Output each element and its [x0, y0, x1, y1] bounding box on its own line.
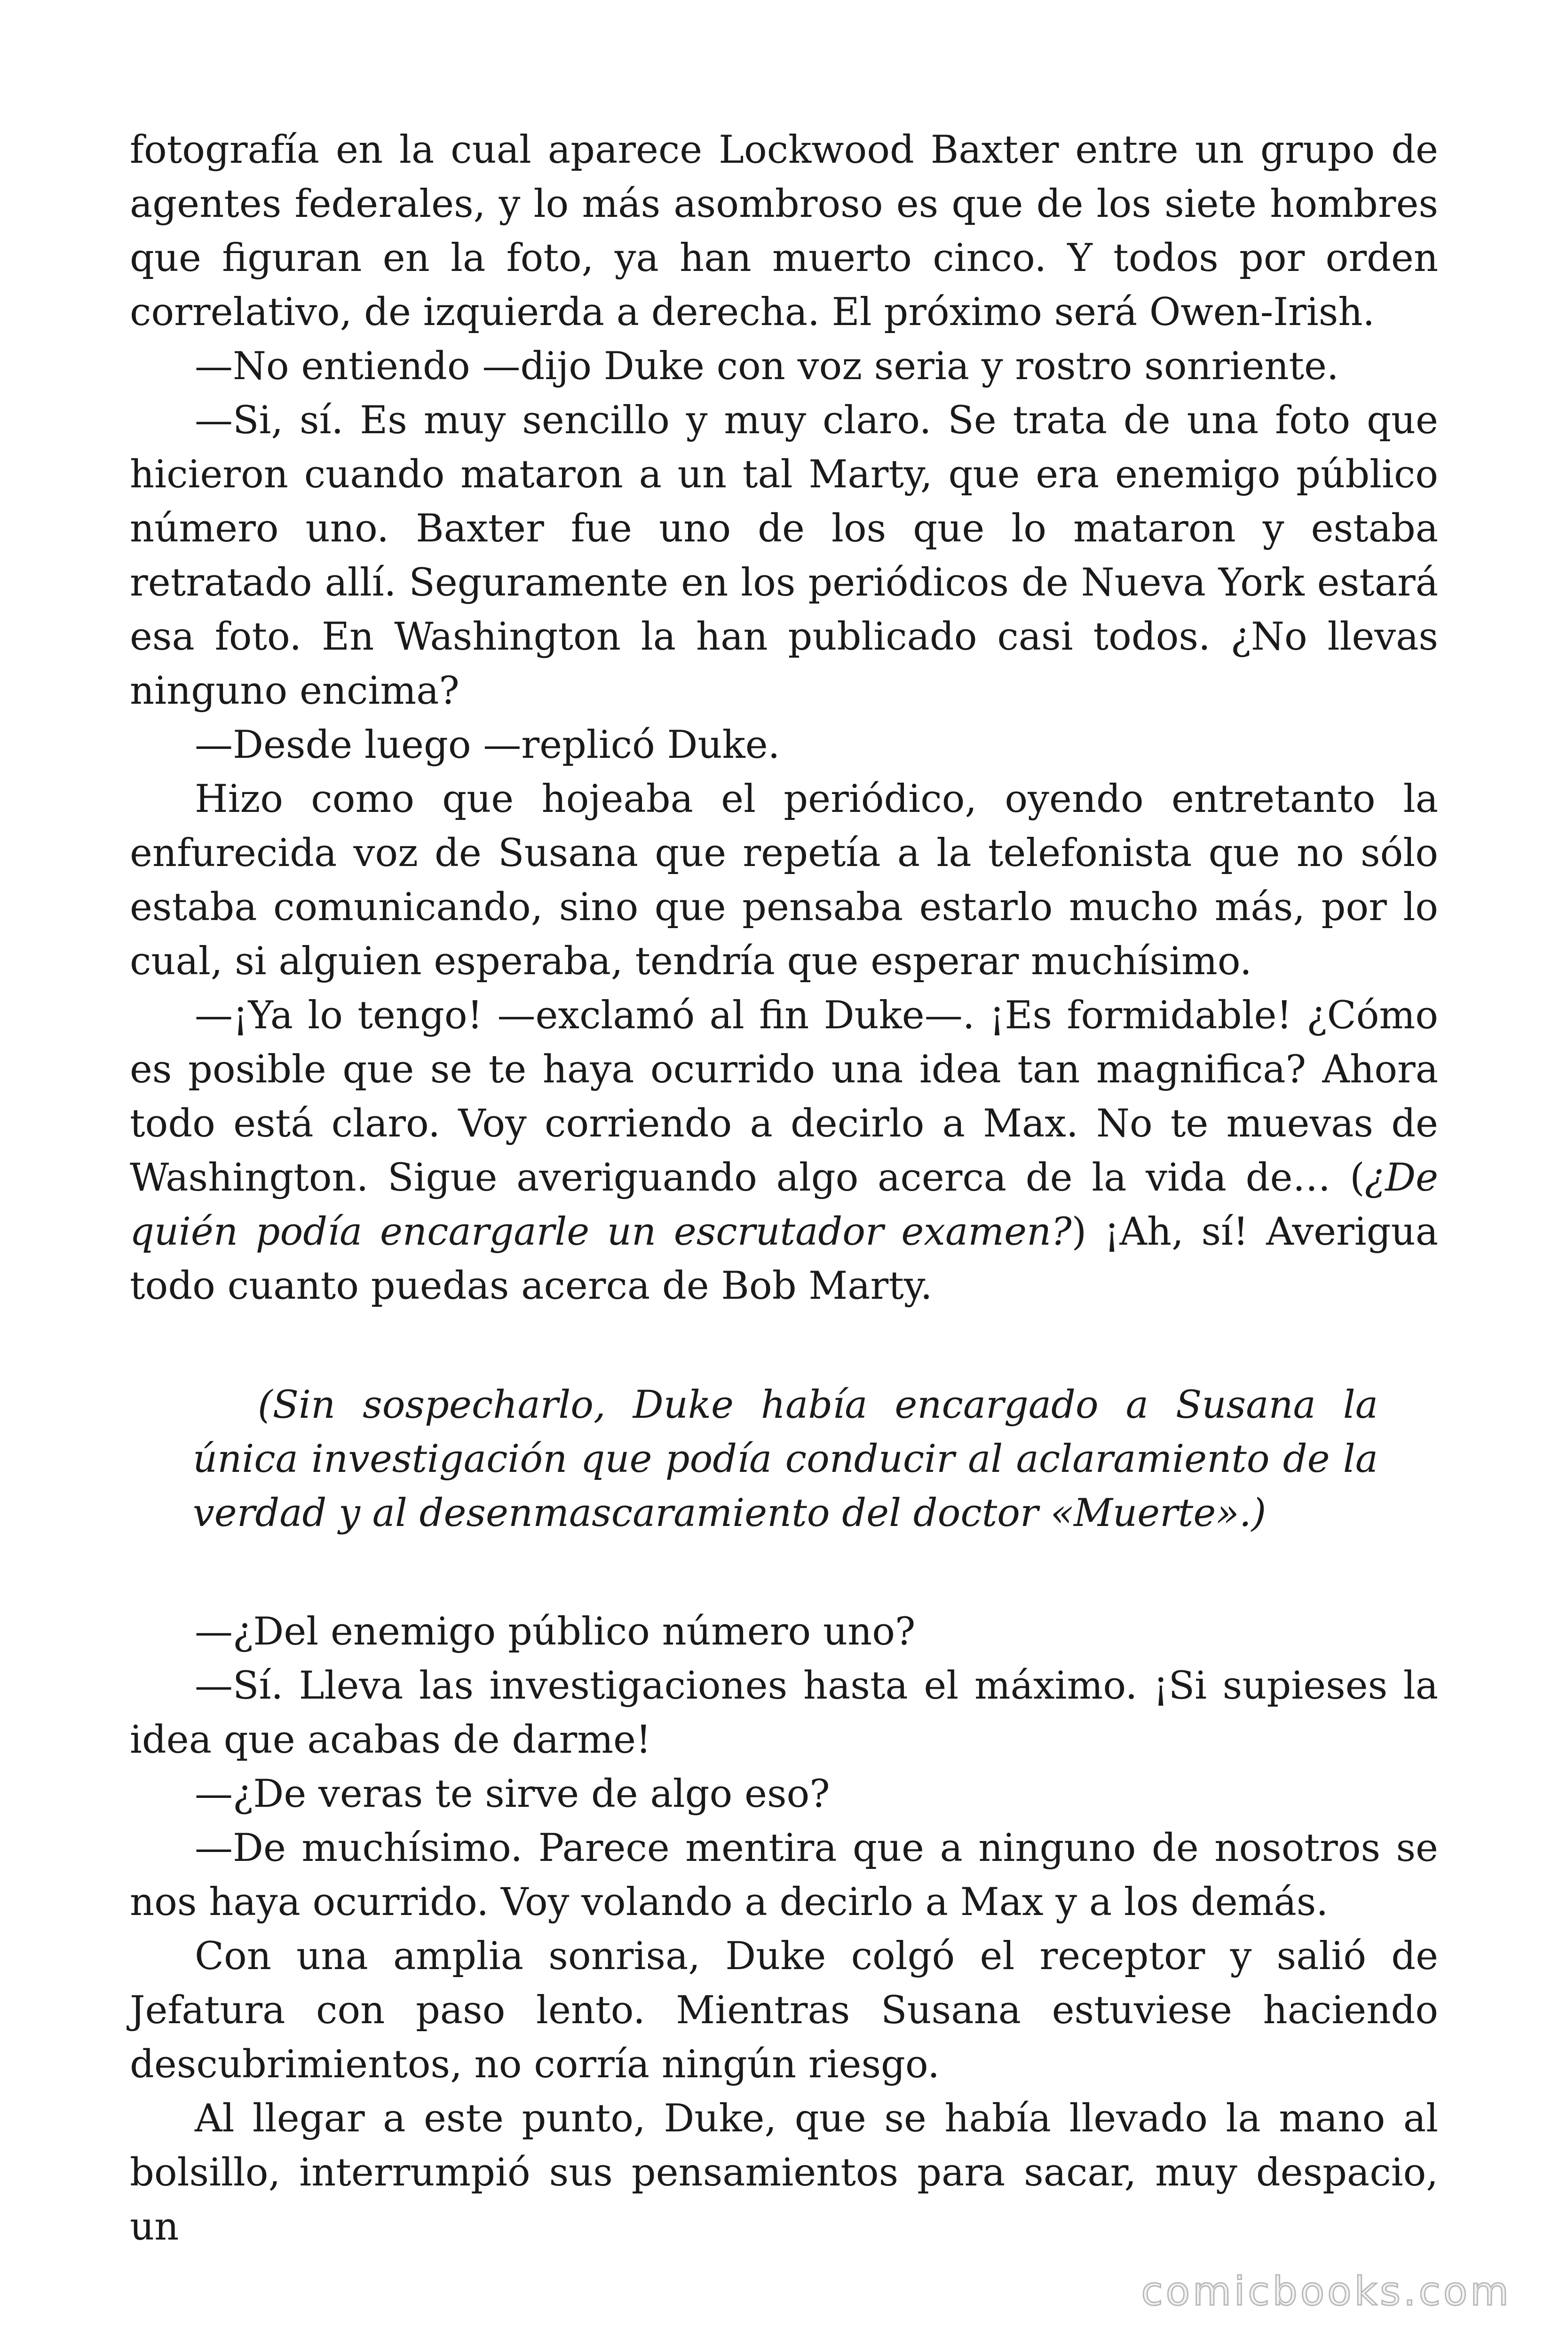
paragraph: —No entiendo —dijo Duke con voz seria y rostro sonriente. [195, 344, 1339, 389]
paragraph: Al llegar a este punto, Duke, que se había llevado la mano al bolsillo, interrumpió sus pensamientos para sacar, muy despacio, un [130, 2097, 1438, 2249]
paragraph: Hizo como que hojeaba el periódico, oyendo entretanto la enfurecida voz de Susana que repetía a la telefonista que no sólo estaba comunicando, sino que pensaba estarlo mucho más, por lo cual, si alguien esperaba, tendría que esperar muchísimo. [130, 777, 1438, 984]
italic-note: (Sin sospecharlo, Duke había encargado a Susana la única investigación que podía conducir al aclaramiento de la verdad y al desenmascaramiento del doctor «Muerte».) [193, 1383, 1378, 1535]
paragraph [130, 989, 1438, 1313]
paragraph-text: ) ¡Ah, sí! Averigua todo cuanto puedas acerca de Bob Marty. [130, 1210, 1438, 1308]
paragraph: —Si, sí. Es muy sencillo y muy claro. Se trata de una foto que hicieron cuando mataron a un tal Marty, que era enemigo público número uno. Baxter fue uno de los que lo mataron y estaba retratado allí. Seguramente en los periódicos de Nueva York estará esa foto. En Washington la han publicado casi todos. ¿No llevas ninguno encima? [130, 398, 1438, 713]
body-text-bottom [130, 1605, 1438, 2254]
body-text-top [130, 123, 1438, 1313]
paragraph-italic-text: ¿De quién podía encargarle un escrutador examen? [130, 1156, 1438, 1254]
paragraph: Con una amplia sonrisa, Duke colgó el receptor y salió de Jefatura con paso lento. Mientras Susana estuviese haciendo descubrimientos, no corría ningún riesgo. [130, 1934, 1438, 2087]
paragraph-text: —¡Ya lo tengo! —exclamó al fin Duke—. ¡Es formidable! ¿Cómo es posible que se te haya ocurrido una idea tan magnifica? Ahora todo está claro. Voy corriendo a decirlo a Max. No te muevas de Washington. Sigue averiguando algo acerca de la vida de… ( [130, 993, 1438, 1200]
paragraph: —Desde luego —replicó Duke. [195, 723, 780, 767]
paragraph: —¿Del enemigo público número uno? [195, 1610, 916, 1654]
paragraph: —Sí. Lleva las investigaciones hasta el máximo. ¡Si supieses la idea que acabas de darme! [130, 1664, 1438, 1762]
watermark-logo: comicbooks.com [1141, 2268, 1512, 2314]
paragraph: fotografía en la cual aparece Lockwood Baxter entre un grupo de agentes federales, y lo más asombroso es que de los siete hombres que figuran en la foto, ya han muerto cinco. Y todos por orden correlativo, de izquierda a derecha. El próximo será Owen-Irish. [130, 128, 1438, 334]
paragraph: —De muchísimo. Parece mentira que a ninguno de nosotros se nos haya ocurrido. Voy volando a decirlo a Max y a los demás. [130, 1826, 1438, 1924]
paragraph: —¿De veras te sirve de algo eso? [195, 1772, 830, 1816]
